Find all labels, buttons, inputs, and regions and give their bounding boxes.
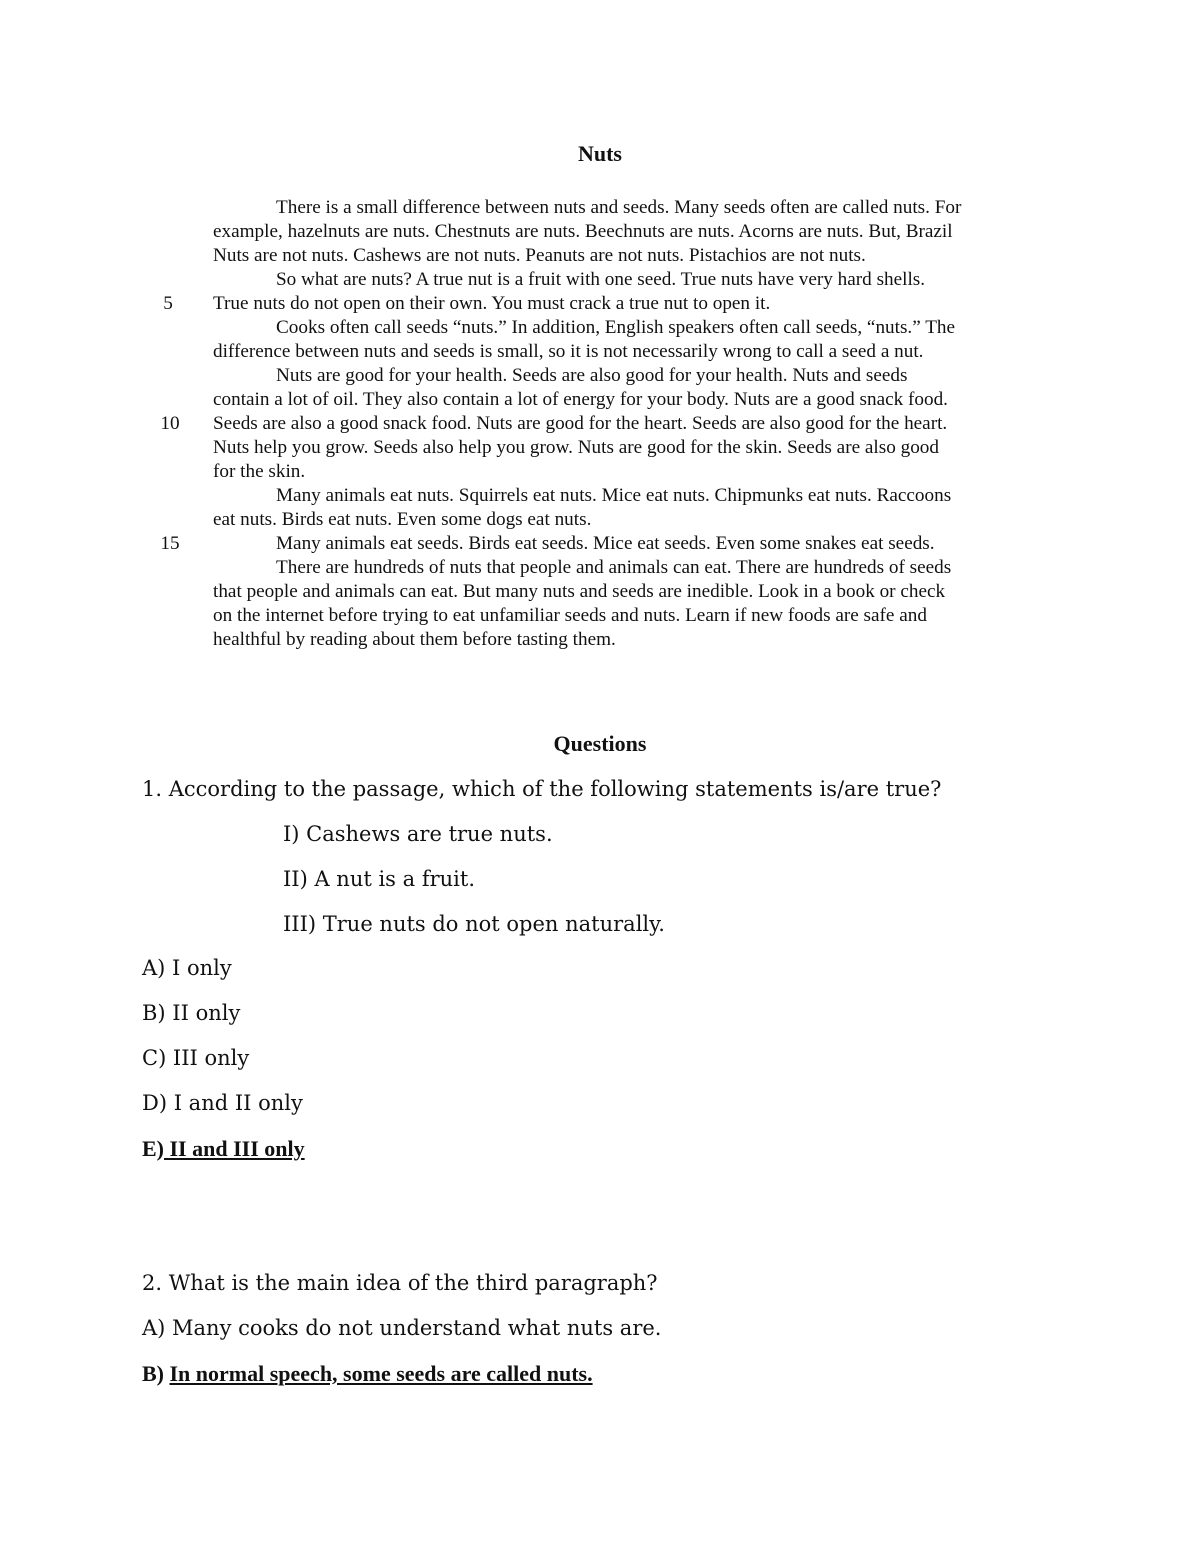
line-number: 5 xyxy=(163,293,173,314)
questions-heading: Questions xyxy=(553,731,647,756)
line-number: 10 xyxy=(160,413,180,434)
q1-statement: I) Cashews are true nuts. xyxy=(283,822,553,846)
passage-line: Nuts help you grow. Seeds also help you grow. Nuts are good for the skin. Seeds are also good xyxy=(213,437,939,458)
passage-line: for the skin. xyxy=(213,461,306,482)
passage-line: healthful by reading about them before tasting them. xyxy=(213,629,616,650)
passage-line: eat nuts. Birds eat nuts. Even some dogs eat nuts. xyxy=(213,509,592,530)
q1-correct-answer: II and III only xyxy=(164,1136,305,1161)
passage-line-15 xyxy=(160,532,1028,556)
question-1-prompt: 1. According to the passage, which of the following statements is/are true? xyxy=(142,777,942,801)
question-2-prompt: 2. What is the main idea of the third paragraph? xyxy=(142,1271,658,1295)
passage-line: There is a small difference between nuts and seeds. Many seeds often are called nuts. For xyxy=(276,197,962,218)
passage-line-text: True nuts do not open on their own. You must crack a true nut to open it. xyxy=(213,293,771,314)
q1-option-c: C) III only xyxy=(142,1046,250,1070)
passage-line-text: Seeds are also a good snack food. Nuts are good for the heart. Seeds are also good for the heart. xyxy=(213,413,948,434)
passage-line: example, hazelnuts are nuts. Chestnuts are nuts. Beechnuts are nuts. Acorns are nuts. But, Brazil xyxy=(213,221,953,242)
q1-correct-option xyxy=(142,1136,305,1162)
passage-line: There are hundreds of nuts that people and animals can eat. There are hundreds of seeds xyxy=(276,557,952,578)
passage-line-10 xyxy=(160,412,1028,436)
passage-line: Nuts are not nuts. Cashews are not nuts. Peanuts are not nuts. Pistachios are not nuts. xyxy=(213,245,866,266)
passage-line-5 xyxy=(163,292,1028,316)
passage-line: contain a lot of oil. They also contain a lot of energy for your body. Nuts are a good snack food. xyxy=(213,389,948,410)
q1-statement: III) True nuts do not open naturally. xyxy=(283,912,665,936)
q1-option-b: B) II only xyxy=(142,1001,241,1025)
passage-line: on the internet before trying to eat unfamiliar seeds and nuts. Learn if new foods are safe and xyxy=(213,605,927,626)
q1-option-a: A) I only xyxy=(142,956,232,980)
passage-line: that people and animals can eat. But many nuts and seeds are inedible. Look in a book or check xyxy=(213,581,946,602)
line-number: 15 xyxy=(160,533,180,554)
passage-line-text: Many animals eat seeds. Birds eat seeds. Mice eat seeds. Even some snakes eat seeds. xyxy=(276,533,935,554)
q2-correct-prefix: B) xyxy=(142,1361,170,1386)
passage-line: Nuts are good for your health. Seeds are also good for your health. Nuts and seeds xyxy=(276,365,908,386)
passage-line: Cooks often call seeds “nuts.” In addition, English speakers often call seeds, “nuts.” The xyxy=(276,317,956,338)
passage-line: So what are nuts? A true nut is a fruit with one seed. True nuts have very hard shells. xyxy=(276,269,926,290)
q1-option-d: D) I and II only xyxy=(142,1091,303,1115)
passage xyxy=(160,196,1028,652)
q1-correct-prefix: E) xyxy=(142,1136,164,1161)
passage-line: difference between nuts and seeds is small, so it is not necessarily wrong to call a seed a nut. xyxy=(213,341,924,362)
passage-line: Many animals eat nuts. Squirrels eat nuts. Mice eat nuts. Chipmunks eat nuts. Raccoons xyxy=(276,485,952,506)
q2-option-a: A) Many cooks do not understand what nuts are. xyxy=(142,1316,662,1340)
q1-statement: II) A nut is a fruit. xyxy=(283,867,475,891)
q2-correct-answer: In normal speech, some seeds are called nuts. xyxy=(169,1361,593,1386)
q2-correct-option xyxy=(142,1361,593,1387)
passage-title: Nuts xyxy=(577,141,622,166)
